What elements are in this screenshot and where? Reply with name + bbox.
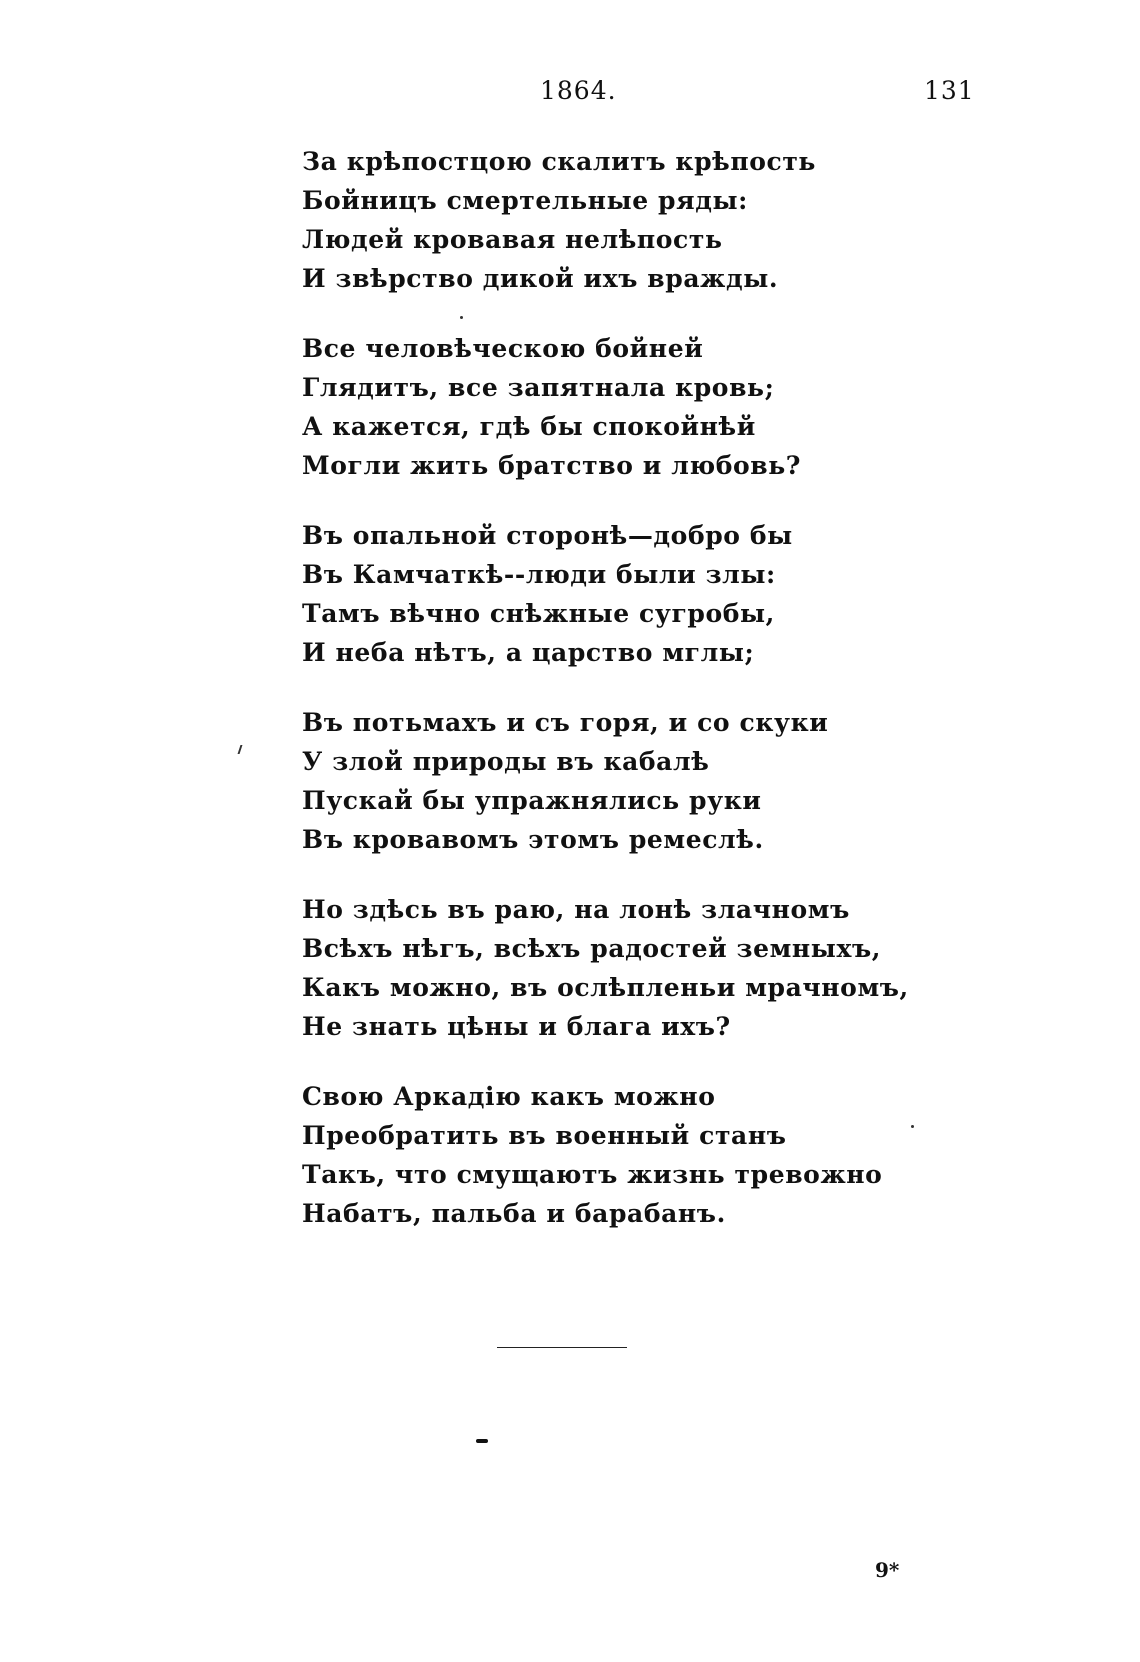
end-rule-divider — [497, 1347, 627, 1348]
verse-line: Но здѣсь въ раю, на лонѣ злачномъ — [302, 895, 850, 924]
verse-line: Въ опальной сторонѣ—добро бы — [302, 521, 793, 550]
page-number: 131 — [924, 76, 975, 105]
print-speck — [238, 745, 243, 754]
verse-line: За крѣпостцою скалитъ крѣпость — [302, 147, 816, 176]
print-speck — [460, 316, 463, 319]
verse-line: Въ потьмахъ и съ горя, и со скуки — [302, 708, 829, 737]
stanza-5 — [302, 890, 909, 1046]
verse-line: Тамъ вѣчно снѣжные сугробы, — [302, 599, 775, 628]
verse-line: Всѣхъ нѣгъ, всѣхъ радостей земныхъ, — [302, 934, 882, 963]
verse-line: Не знать цѣны и блага ихъ? — [302, 1012, 731, 1041]
verse-line: Преобратить въ военный станъ — [302, 1121, 787, 1150]
print-speck — [911, 1125, 914, 1128]
verse-line: Какъ можно, въ ослѣпленьи мрачномъ, — [302, 973, 909, 1002]
verse-line: Свою Аркадію какъ можно — [302, 1082, 716, 1111]
verse-line: Въ Камчаткѣ--люди были злы: — [302, 560, 776, 589]
stanza-6 — [302, 1077, 902, 1233]
stanza-3 — [302, 516, 902, 672]
verse-line: У злой природы въ кабалѣ — [302, 747, 710, 776]
verse-line: Пускай бы упражнялись руки — [302, 786, 762, 815]
verse-line: И звѣрство дикой ихъ вражды. — [302, 264, 779, 293]
poem — [302, 142, 909, 1264]
stanza-1 — [302, 142, 902, 298]
verse-line: Набатъ, пальба и барабанъ. — [302, 1199, 726, 1228]
running-header-year: 1864. — [540, 76, 617, 105]
verse-line: Людей кровавая нелѣпость — [302, 225, 723, 254]
verse-line: И неба нѣтъ, а царство мглы; — [302, 638, 755, 667]
verse-line: Все человѣческою бойней — [302, 334, 704, 363]
verse-line: Такъ, что смущаютъ жизнь тревожно — [302, 1160, 883, 1189]
verse-line: Могли жить братство и любовь? — [302, 451, 802, 480]
verse-line: А кажется, гдѣ бы спокойнѣй — [302, 412, 756, 441]
stanza-4 — [302, 703, 902, 859]
verse-line: Бойницъ смертельные ряды: — [302, 186, 748, 215]
signature-mark: 9* — [875, 1558, 900, 1582]
verse-line: Въ кровавомъ этомъ ремеслѣ. — [302, 825, 764, 854]
ink-mark — [476, 1439, 488, 1443]
verse-line: Глядитъ, все запятнала кровь; — [302, 373, 775, 402]
stanza-2 — [302, 329, 902, 485]
